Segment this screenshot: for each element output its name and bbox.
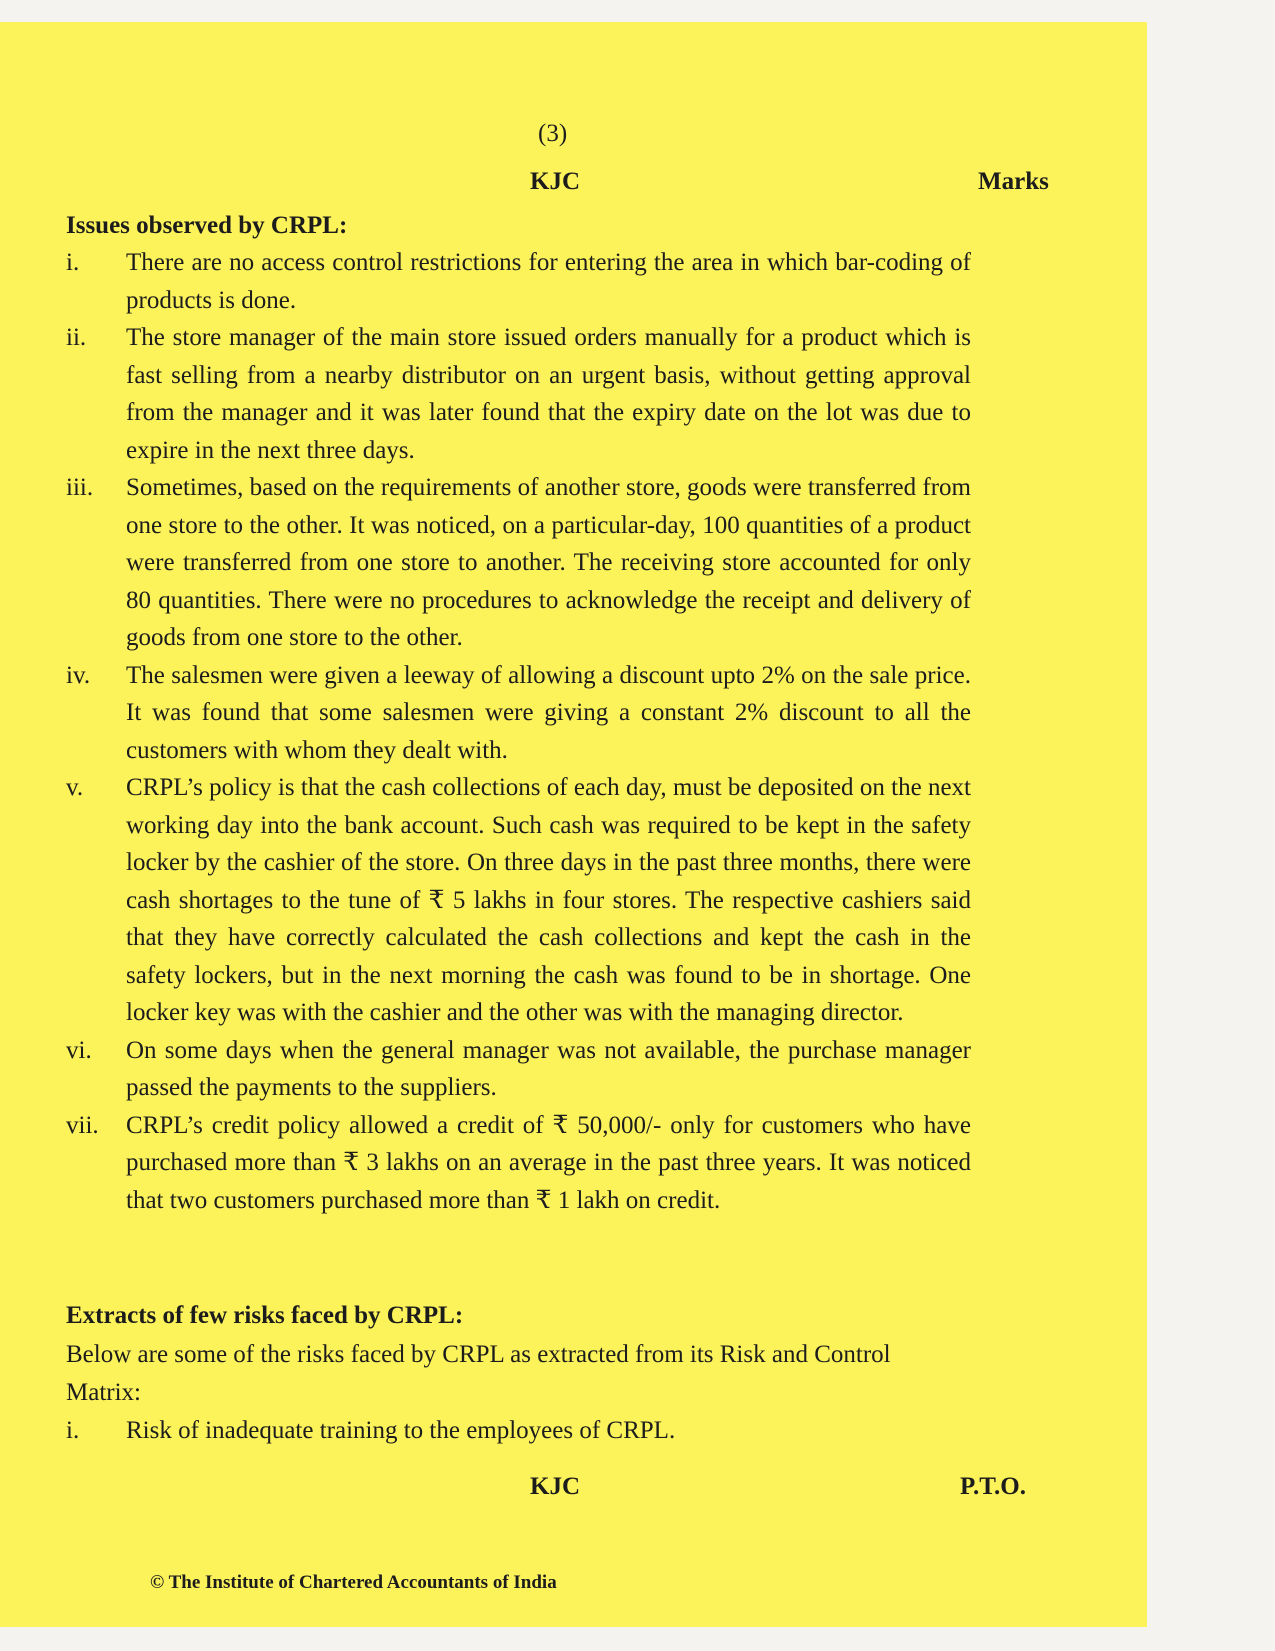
issue-item xyxy=(66,244,971,319)
risks-section-title: Extracts of few risks faced by CRPL: xyxy=(66,1302,464,1329)
issues-list xyxy=(66,244,971,1219)
issue-text: CRPL’s policy is that the cash collections of each day, must be deposited on the next working day into the bank account. Such cash was required to be kept in the safety locker by the cashier of the store. On three days in the past three months, there were cash shortages to the tune of ₹ 5 lakhs in four stores. The respective cashiers said that they have correctly calculated the cash collections and kept the cash in the safety lockers, but in the next morning the cash was found to be in shortage. One locker key was with the cashier and the other was with the managing director. xyxy=(126,774,971,1026)
risk-item xyxy=(66,1412,971,1450)
issue-item xyxy=(66,1107,971,1220)
issue-item xyxy=(66,319,971,469)
issue-text: The salesmen were given a leeway of allowing a discount upto 2% on the sale price. It was found that some salesmen were giving a constant 2% discount to all the customers with whom they dealt with. xyxy=(126,661,971,764)
risks-intro: Below are some of the risks faced by CRPL as extracted from its Risk and Control Matrix: xyxy=(66,1341,891,1406)
issue-number: i. xyxy=(66,249,80,276)
issue-text: The store manager of the main store issued orders manually for a product which is fast selling from a nearby distributor on an urgent basis, without getting approval from the manager and it was later found that the expiry date on the lot was due to expire in the next three days. xyxy=(126,324,971,464)
issue-item xyxy=(66,657,971,770)
issue-item xyxy=(66,469,971,657)
copyright-notice: © The Institute of Chartered Accountants of India xyxy=(150,1572,557,1593)
marks-column-label: Marks xyxy=(978,168,1049,195)
issue-number: iii. xyxy=(66,474,94,501)
issue-text: On some days when the general manager was not available, the purchase manager passed the payments to the suppliers. xyxy=(126,1036,971,1101)
issue-item xyxy=(66,1032,971,1107)
issue-number: iv. xyxy=(66,661,91,689)
issue-text: There are no access control restrictions for entering the area in which bar-coding of products is done. xyxy=(126,249,971,314)
issue-number: v. xyxy=(66,774,84,801)
issue-text: Sometimes, based on the requirements of another store, goods were transferred from one store to the other. It was noticed, on a particular-day, 100 quantities of a product were transferred from one store to another. The receiving store accounted for only 80 quantities. There were no procedures to acknowledge the receipt and delivery of goods from one store to the other. xyxy=(126,474,971,651)
issue-item xyxy=(66,769,971,1032)
risks-list xyxy=(66,1412,971,1450)
risk-number: i. xyxy=(66,1417,80,1444)
issue-text: CRPL’s credit policy allowed a credit of ₹ 50,000/- only for customers who have purchased more than ₹ 3 lakhs on an average in the past three years. It was noticed that two customers purchased more than ₹ 1 lakh on credit. xyxy=(126,1111,971,1214)
issue-number: vi. xyxy=(66,1036,92,1064)
page-number: (3) xyxy=(538,120,568,147)
header-paper-code: KJC xyxy=(530,168,580,195)
issue-number: ii. xyxy=(66,324,87,351)
issues-section-title: Issues observed by CRPL: xyxy=(66,212,348,239)
risk-text: Risk of inadequate training to the employees of CRPL. xyxy=(126,1417,676,1444)
footer-paper-code: KJC xyxy=(530,1473,580,1500)
please-turn-over: P.T.O. xyxy=(960,1473,1026,1500)
issue-number: vii. xyxy=(66,1111,99,1139)
